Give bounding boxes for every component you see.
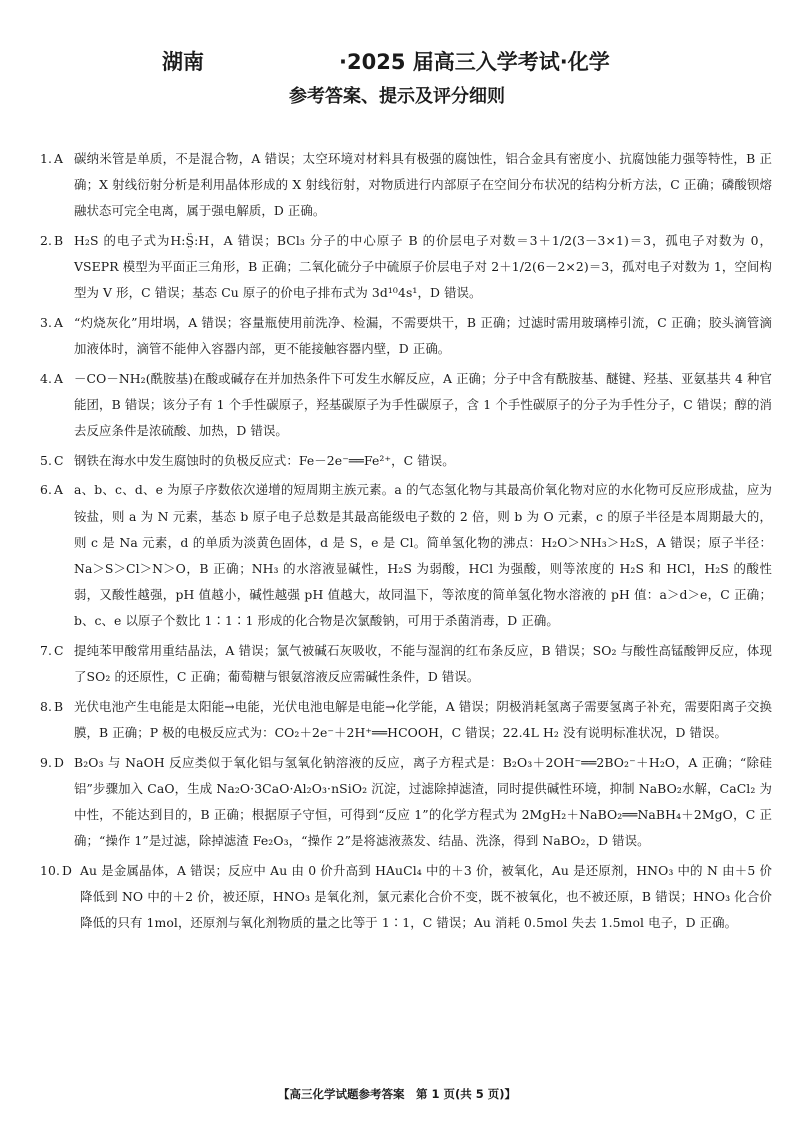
answer-explanation: 提纯苯甲酸常用重结晶法，A 错误；氯气被碱石灰吸收，不能与湿润的红布条反应，B 错误；SO₂ 与酸性高锰酸钾反应，体现了SO₂ 的还原性，C 正确；葡萄糖与银氨溶液反应需碱性条件，D 错误。 <box>74 643 772 685</box>
question-number: 6. <box>40 482 53 498</box>
answer-explanation: a、b、c、d、e 为原子序数依次递增的短周期主族元素。a 的气态氢化物与其最高价氧化物对应的水化物可反应形成盐，应为铵盐，则 a 为 N 元素，基态 b 原子电子总数是其最高能级电子数的 2 倍，则 b 为 O 元素，c 的原子半径是本周期最大的，则 c 是 Na 元素，d 的单质为淡黄色固体，d 是 S，e 是 Cl。简单氢化物的沸点：H₂O＞NH₃＞H₂S，A 错误；原子半径：Na＞S＞Cl＞N＞O，B 正确；NH₃ 的水溶液显碱性，H₂S 为弱酸，HCl 为强酸，则等浓度的 H₂S 和 HCl，H₂S 的酸性弱，又酸性越强，pH 值越小，碱性越强 pH 值越大，故同温下，等浓度的简单氢化物水溶液的 pH 值：a＞d＞e，C 正确；b、c、e 以原子个数比 1∶1∶1 形成的化合物是次氯酸钠，可用于杀菌消毒，D 正确。 <box>74 482 772 629</box>
answer-letter: A <box>54 370 64 386</box>
answer-letter: A <box>54 482 64 498</box>
answer-letter: B <box>54 698 64 714</box>
answer-item-7 <box>40 638 772 690</box>
question-number: 9. <box>40 754 53 770</box>
page-subtitle: 参考答案、提示及评分细则 <box>289 86 505 107</box>
question-number: 7. <box>40 643 53 658</box>
answer-item-3 <box>40 310 772 362</box>
answer-letter: A <box>54 151 64 166</box>
answer-list <box>40 146 772 940</box>
question-number: 1. <box>40 151 53 166</box>
answer-explanation: Au 是金属晶体，A 错误；反应中 Au 由 0 价升高到 HAuCl₄ 中的＋3 价，被氧化，Au 是还原剂，HNO₃ 中的 N 由＋5 价降低到 NO 中的＋2 价，被还原，HNO₃ 是氧化剂，氯元素化合价不变，既不被氧化，也不被还原，B 错误；HNO₃ 化合价降低的只有 1mol，还原剂与氧化剂物质的量之比等于 1∶1，C 错误；Au 消耗 0.5mol 失去 1.5mol 电子，D 正确。 <box>80 862 772 931</box>
answer-explanation: －CO－NH₂(酰胺基)在酸或碱存在并加热条件下可发生水解反应，A 正确；分子中含有酰胺基、醚键、羟基、亚氨基共 4 种官能团，B 错误；该分子有 1 个手性碳原子，羟基碳原子为手性碳原子，含 1 个手性碳原子的分子为手性分子，C 错误；醇的消去反应条件是浓硫酸、加热，D 错误。 <box>74 370 772 439</box>
question-number: 3. <box>40 315 53 330</box>
answer-letter: B <box>54 233 64 248</box>
answer-item-10 <box>40 858 772 937</box>
question-number: 10. <box>40 862 61 878</box>
answer-explanation: 光伏电池产生电能是太阳能→电能，光伏电池电解是电能→化学能，A 错误；阴极消耗氢离子需要氢离子补充，需要阳离子交换膜，B 正确；P 极的电极反应式为：CO₂＋2e⁻＋2H⁺══HCOOH，C 错误；22.4L H₂ 没有说明标准状况，D 错误。 <box>74 698 772 740</box>
question-number: 4. <box>40 370 53 386</box>
answer-letter: D <box>54 754 65 770</box>
question-number: 5. <box>40 452 53 468</box>
answer-letter: C <box>54 643 64 658</box>
answer-explanation: B₂O₃ 与 NaOH 反应类似于氧化铝与氢氧化钠溶液的反应，离子方程式是：B₂O₃＋2OH⁻══2BO₂⁻＋H₂O，A 正确；“除硅铝”步骤加入 CaO，生成 Na₂O·3CaO·Al₂O₃·nSiO₂ 沉淀，过滤除掉滤渣，同时提供碱性环境，抑制 NaBO₂水解，CaCl₂ 为中性，不能达到目的，B 正确；根据原子守恒，可得到“反应 1”的化学方程式为 2MgH₂＋NaBO₂══NaBH₄＋2MgO，C 正确；“操作 1”是过滤，除掉滤渣 Fe₂O₃，“操作 2”是将滤液蒸发、结晶、洗涤，得到 NaBO₂，D 错误。 <box>74 754 772 849</box>
page-header <box>0 44 794 78</box>
answer-letter: D <box>62 862 73 878</box>
question-number: 8. <box>40 698 53 714</box>
answer-item-2 <box>40 228 772 307</box>
answer-item-9 <box>40 750 772 855</box>
answer-item-8 <box>40 694 772 746</box>
question-number: 2. <box>40 233 53 248</box>
answer-letter: C <box>54 452 64 468</box>
answer-item-4 <box>40 366 772 445</box>
answer-explanation: “灼烧灰化”用坩埚，A 错误；容量瓶使用前洗净、检漏，不需要烘干，B 正确；过滤时需用玻璃棒引流，C 正确；胶头滴管滴加液体时，滴管不能伸入容器内部，更不能接触容器内壁，D 正确。 <box>74 315 772 357</box>
answer-item-6 <box>40 477 772 634</box>
answer-explanation: 钢铁在海水中发生腐蚀时的负极反应式：Fe－2e⁻══Fe²⁺，C 错误。 <box>74 452 455 468</box>
answer-item-1 <box>40 146 772 225</box>
answer-letter: A <box>54 315 64 330</box>
page-footer: 【高三化学试题参考答案 第 1 页(共 5 页)】 <box>277 1087 517 1101</box>
exam-title: ·2025 届高三入学考试·化学 <box>339 50 610 74</box>
answer-explanation: H₂S 的电子式为H:S̤̈:H，A 错误；BCl₃ 分子的中心原子 B 的价层电子对数＝3＋1/2(3－3×1)＝3，孤电子对数为 0，VSEPR 模型为平面正三角形，B 正确；二氧化硫分子中硫原子价层电子对 2＋1/2(6－2×2)＝3，孤对电子对数为 1，空间构型为 V 形，C 错误；基态 Cu 原子的价电子排布式为 3d¹⁰4s¹，D 错误。 <box>74 233 772 301</box>
answer-explanation: 碳纳米管是单质，不是混合物，A 错误；太空环境对材料具有极强的腐蚀性，铝合金具有密度小、抗腐蚀能力强等特性，B 正确；X 射线衍射分析是利用晶体形成的 X 射线衍射，对物质进行内部原子在空间分布状况的结构分析方法，C 正确；磷酸钡熔融状态可完全电离，属于强电解质，D 正确。 <box>74 151 772 219</box>
exam-region: 湖南 <box>162 50 204 74</box>
answer-item-5 <box>40 448 772 474</box>
